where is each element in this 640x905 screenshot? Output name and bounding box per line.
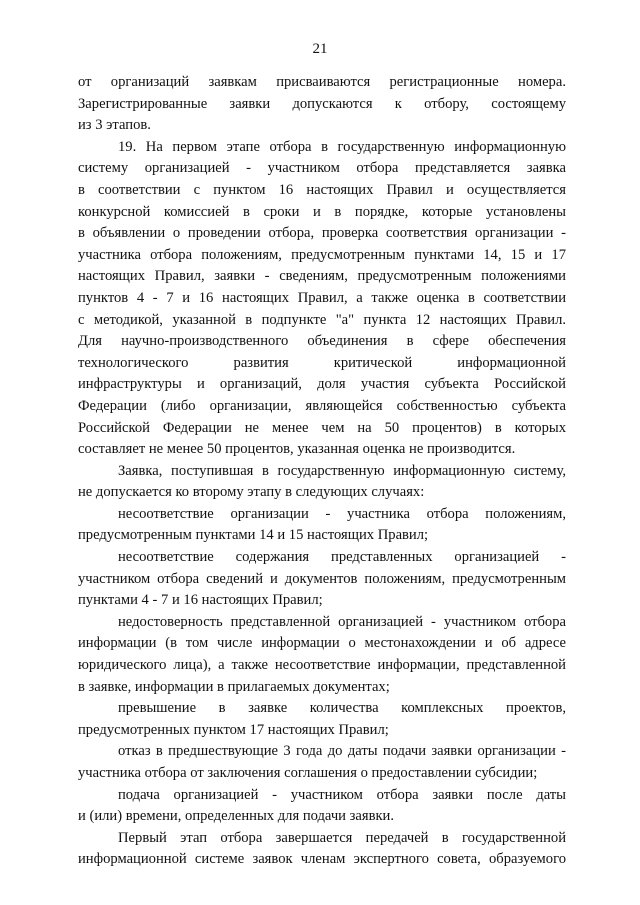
text-line: Федерации (либо организации, являющейся собственностью субъекта [78, 397, 566, 414]
page-number: 21 [312, 41, 328, 57]
text-line: участника отбора от заключения соглашения о предоставлении субсидии; [78, 765, 538, 781]
text-line: в соответствии с пунктом 16 настоящих Правил и осуществляется [78, 181, 566, 198]
text-line: с методикой, указанной в подпункте "а" пункта 12 настоящих Правил. [78, 311, 566, 328]
text-line: в заявке, информации в прилагаемых документах; [78, 678, 390, 695]
text-line: предусмотренных пунктом 17 настоящих Правил; [78, 721, 389, 738]
text-line: пунктов 4 - 7 и 16 настоящих Правил, а также оценка в соответствии [78, 289, 566, 306]
text-line: участником отбора сведений и документов положениям, предусмотренным [78, 570, 566, 587]
text-line: недостоверность представленной организацией - участником отбора [118, 613, 566, 630]
text-line: из 3 этапов. [78, 117, 151, 134]
text-line: составляет не менее 50 процентов, указанная оценка не производится. [78, 441, 516, 458]
text-line: участника отбора положениям, предусмотренным пунктами 14, 15 и 17 [78, 246, 566, 263]
text-line: Для научно-производственного объединения в сфере обеспечения [78, 333, 566, 350]
text-line: в объявлении о проведении отбора, проверка соответствия организации - [78, 225, 566, 242]
text-line: Заявка, поступившая в государственную информационную систему, [118, 462, 566, 479]
text-line: информации (в том числе информации о местонахождении и об адресе [78, 635, 566, 652]
text-line: конкурсной комиссией в сроки и в порядке, которые установлены [78, 203, 566, 220]
text-line: отказ в предшествующие 3 года до даты подачи заявки организации - [118, 743, 566, 760]
text-line: несоответствие организации - участника отбора положениям, [118, 505, 566, 522]
text-line: информационной системе заявок членам экспертного совета, образуемого [78, 851, 566, 868]
document-body [78, 72, 566, 871]
text-line: 19. На первом этапе отбора в государственную информационную [118, 138, 566, 155]
text-line: несоответствие содержания представленных организацией - [118, 549, 566, 566]
text-line: подача организацией - участником отбора заявки после даты [118, 786, 566, 803]
text-line: предусмотренным пунктами 14 и 15 настоящих Правил; [78, 527, 429, 544]
text-line: от организаций заявкам присваиваются регистрационные номера. [78, 74, 566, 90]
text-line: технологического развития критической информационной [78, 354, 566, 371]
text-line: юридического лица), а также несоответствие информации, представленной [78, 657, 566, 674]
text-line: не допускается ко второму этапу в следующих случаях: [78, 484, 425, 501]
text-line: систему организацией - участником отбора представляется заявка [78, 160, 566, 177]
text-line: Первый этап отбора завершается передачей в государственной [118, 829, 566, 846]
text-line: Российской Федерации не менее чем на 50 процентов) в которых [78, 419, 566, 436]
text-line: настоящих Правил, заявки - сведениям, предусмотренным положениями [78, 268, 566, 285]
text-line: и (или) времени, определенных для подачи заявки. [78, 808, 395, 825]
text-line: инфраструктуры и организаций, доля участия субъекта Российской [78, 376, 566, 393]
text-line: Зарегистрированные заявки допускаются к отбору, состоящему [78, 95, 566, 112]
text-line: превышение в заявке количества комплексных проектов, [118, 700, 566, 717]
text-line: пунктами 4 - 7 и 16 настоящих Правил; [78, 592, 323, 609]
